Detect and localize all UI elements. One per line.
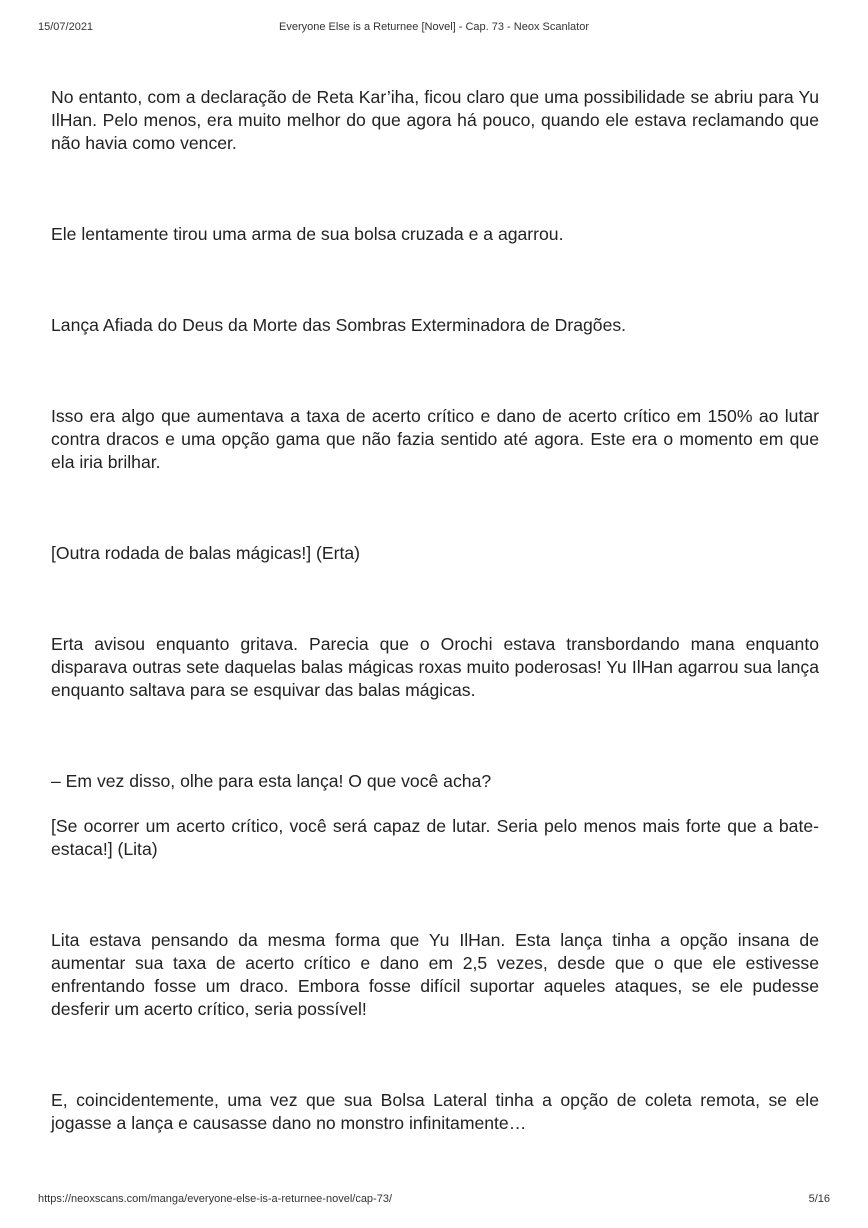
paragraph: Ele lentamente tirou uma arma de sua bolsa cruzada e a agarrou.	[51, 224, 564, 244]
paragraph: Isso era algo que aumentava a taxa de acerto crítico e dano de acerto crítico em 150% ao lutar contra dracos e uma opção gama que não fazia sentido até agora. Este era o momento em que ela iria brilhar.	[51, 406, 819, 472]
print-date: 15/07/2021	[38, 21, 94, 33]
document-title: Everyone Else is a Returnee [Novel] - Cap. 73 - Neox Scanlator	[279, 21, 589, 33]
paragraph: – Em vez disso, olhe para esta lança! O que você acha?	[51, 771, 492, 791]
paragraph: Lita estava pensando da mesma forma que Yu IlHan. Esta lança tinha a opção insana de aumentar sua taxa de acerto crítico e dano em 2,5 vezes, desde que o que ele estivesse enfrentando fosse um draco. Embora fosse difícil suportar aqueles ataques, se ele pudesse desferir um acerto crítico, seria possível!	[51, 930, 819, 1019]
paragraph: Lança Afiada do Deus da Morte das Sombras Exterminadora de Dragões.	[51, 315, 627, 335]
paragraph: [Outra rodada de balas mágicas!] (Erta)	[51, 543, 361, 563]
print-footer	[38, 1193, 830, 1207]
paragraph: [Se ocorrer um acerto crítico, você será capaz de lutar. Seria pelo menos mais forte que a bate-estaca!] (Lita)	[51, 816, 819, 859]
paragraph: Erta avisou enquanto gritava. Parecia que o Orochi estava transbordando mana enquanto disparava outras sete daquelas balas mágicas roxas muito poderosas! Yu IlHan agarrou sua lança enquanto saltava para se esquivar das balas mágicas.	[51, 634, 819, 700]
print-header	[38, 21, 830, 35]
paragraph: No entanto, com a declaração de Reta Kar’iha, ficou claro que uma possibilidade se abriu para Yu IlHan. Pelo menos, era muito melhor do que agora há pouco, quando ele estava reclamando que não havia como vencer.	[51, 87, 819, 153]
page-url: https://neoxscans.com/manga/everyone-else-is-a-returnee-novel/cap-73/	[38, 1193, 393, 1205]
paragraph: E, coincidentemente, uma vez que sua Bolsa Lateral tinha a opção de coleta remota, se ele jogasse a lança e causasse dano no monstro infinitamente…	[51, 1090, 819, 1133]
chapter-body	[51, 86, 819, 1135]
page-number: 5/16	[808, 1193, 830, 1205]
